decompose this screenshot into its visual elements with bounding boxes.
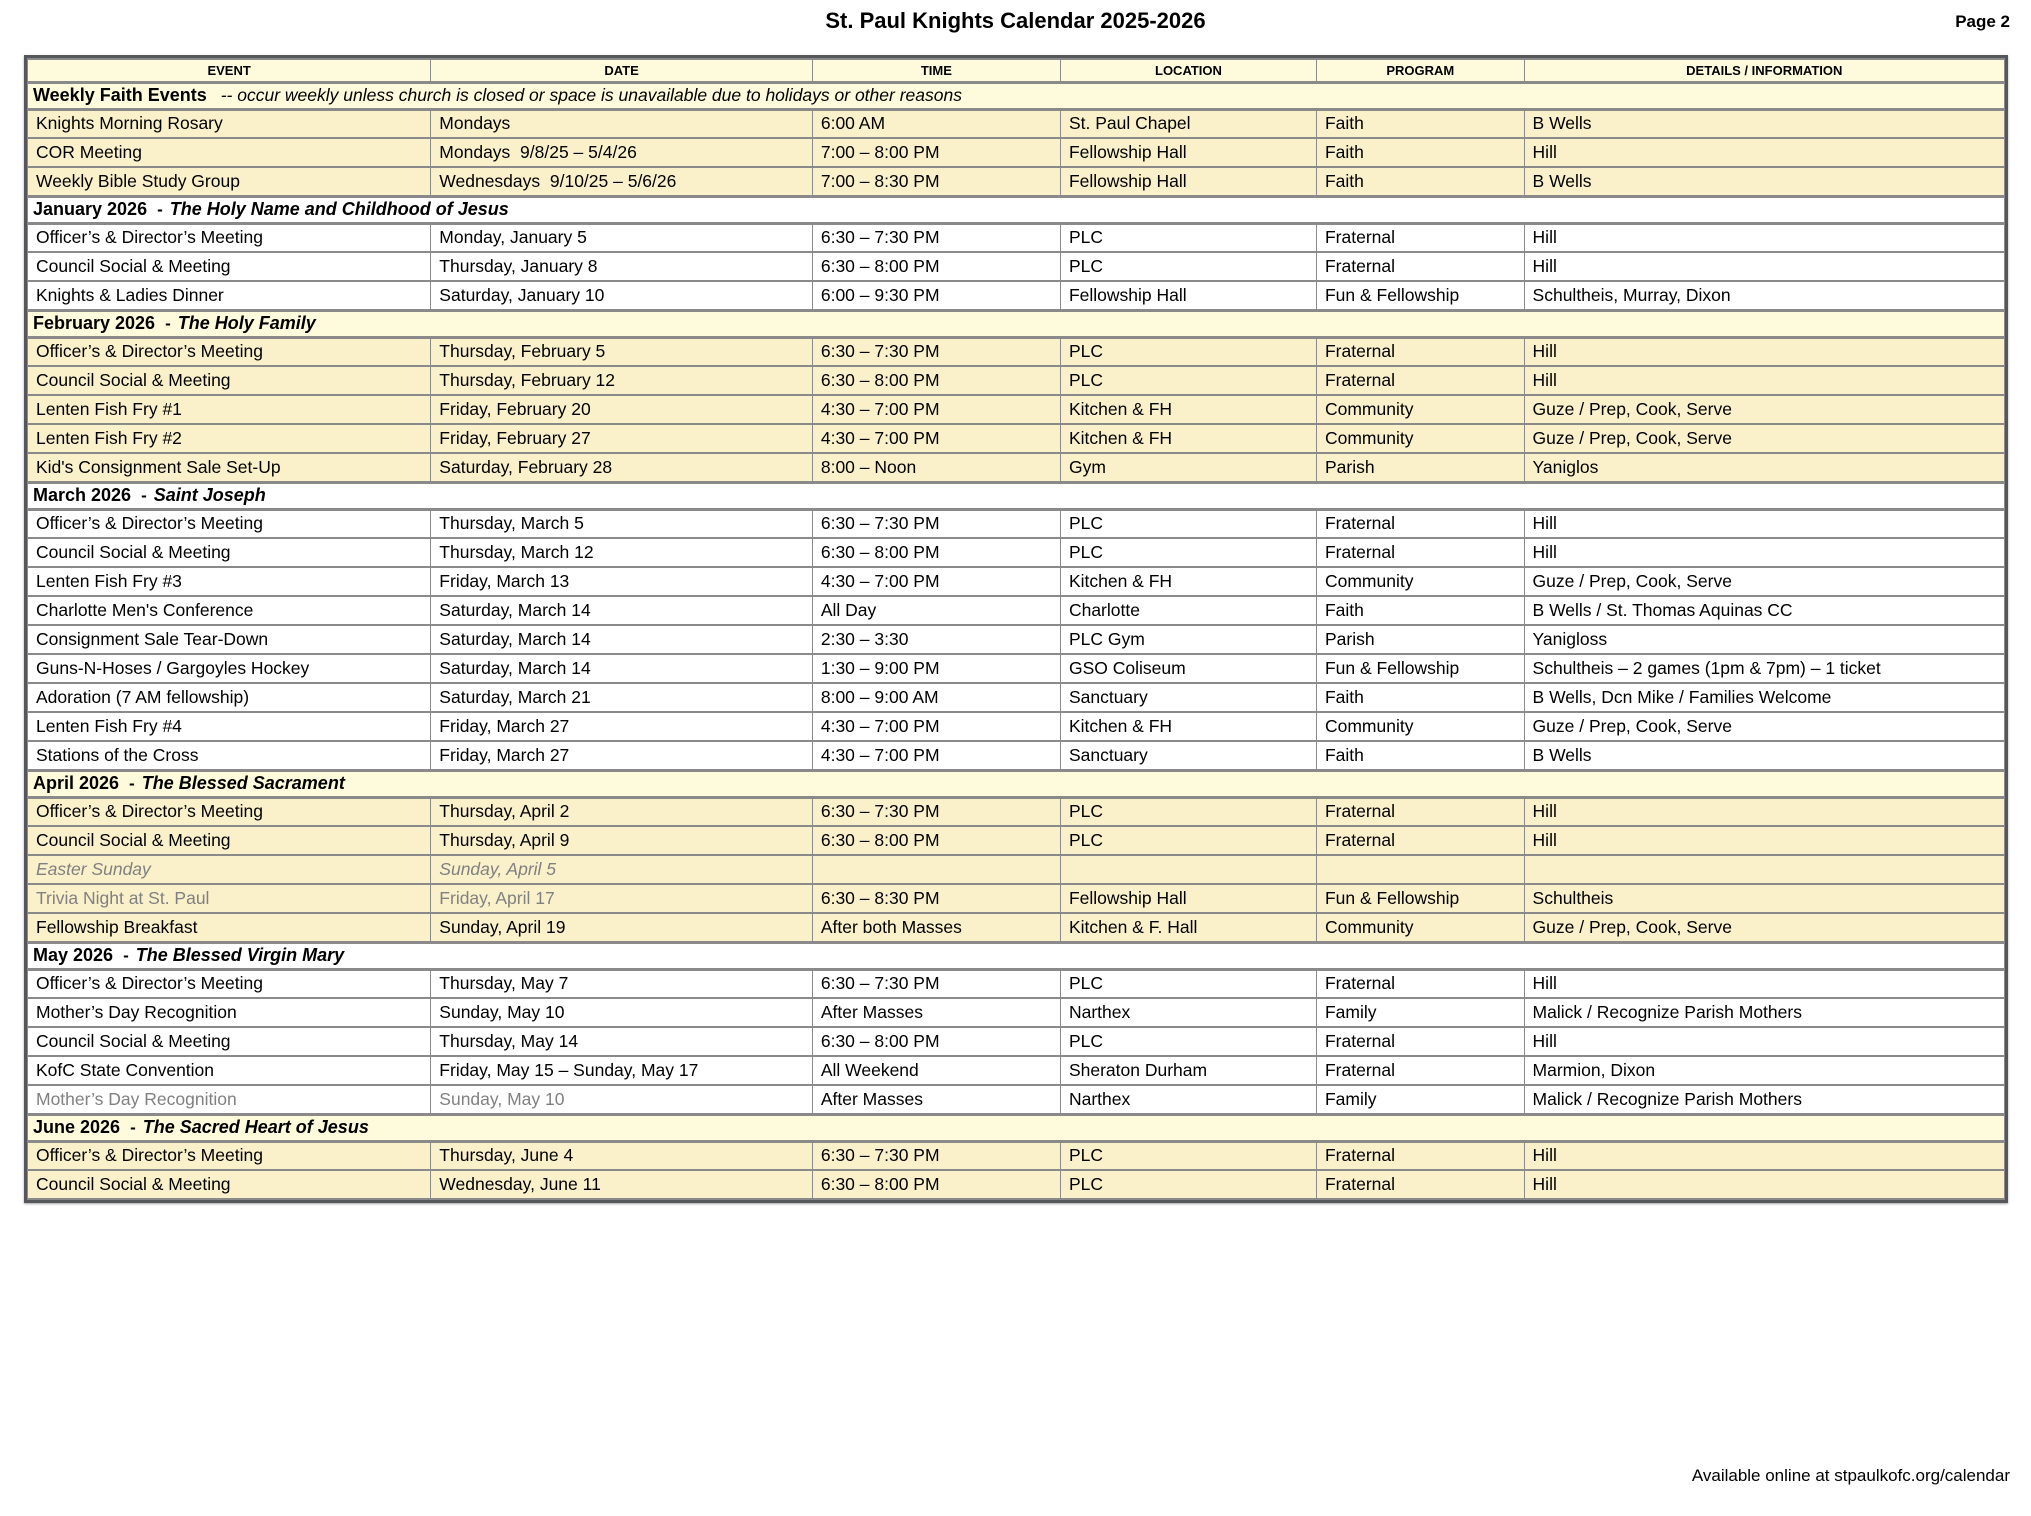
section-header <box>28 1114 2005 1141</box>
cell: Consignment Sale Tear-Down <box>28 625 431 654</box>
cell: 6:30 – 8:00 PM <box>812 1027 1060 1056</box>
cell: 2:30 – 3:30 <box>812 625 1060 654</box>
section-separator: - <box>130 1118 136 1137</box>
cell: Thursday, March 12 <box>431 538 813 567</box>
cell: Hill <box>1524 366 2004 395</box>
cell: Gym <box>1060 453 1316 482</box>
cell: PLC <box>1060 826 1316 855</box>
table-row <box>28 596 2005 625</box>
table-row <box>28 167 2005 196</box>
table-row <box>28 969 2005 998</box>
column-header: LOCATION <box>1060 59 1316 82</box>
table-row <box>28 252 2005 281</box>
table-row <box>28 826 2005 855</box>
cell: GSO Coliseum <box>1060 654 1316 683</box>
section-separator: - <box>123 946 129 965</box>
cell: 8:00 – Noon <box>812 453 1060 482</box>
cell: Saturday, March 21 <box>431 683 813 712</box>
table-row <box>28 913 2005 942</box>
section-theme: The Holy Name and Childhood of Jesus <box>169 199 509 219</box>
cell: Hill <box>1524 538 2004 567</box>
cell <box>812 855 1060 884</box>
section-header-row <box>28 770 2005 797</box>
cell: Thursday, January 8 <box>431 252 813 281</box>
cell: 6:30 – 7:30 PM <box>812 797 1060 826</box>
cell: Parish <box>1316 453 1524 482</box>
cell: Family <box>1316 998 1524 1027</box>
cell: Sunday, April 5 <box>431 855 813 884</box>
table-row <box>28 395 2005 424</box>
cell: Mother’s Day Recognition <box>28 1085 431 1114</box>
cell: Faith <box>1316 596 1524 625</box>
cell: 4:30 – 7:00 PM <box>812 395 1060 424</box>
cell: B Wells / St. Thomas Aquinas CC <box>1524 596 2004 625</box>
cell: 7:00 – 8:00 PM <box>812 138 1060 167</box>
section-label: February 2026 <box>33 313 156 333</box>
cell: Kitchen & FH <box>1060 712 1316 741</box>
cell: Yanigloss <box>1524 625 2004 654</box>
cell: Kitchen & FH <box>1060 395 1316 424</box>
table-row <box>28 712 2005 741</box>
cell: Guze / Prep, Cook, Serve <box>1524 712 2004 741</box>
cell: Friday, May 15 – Sunday, May 17 <box>431 1056 813 1085</box>
table-row <box>28 424 2005 453</box>
cell: Weekly Bible Study Group <box>28 167 431 196</box>
cell: Fraternal <box>1316 969 1524 998</box>
section-header-row <box>28 482 2005 509</box>
online-availability-note: Available online at stpaulkofc.org/calendar <box>1691 1466 2010 1485</box>
cell: Guns-N-Hoses / Gargoyles Hockey <box>28 654 431 683</box>
cell: Hill <box>1524 1141 2004 1170</box>
cell: Faith <box>1316 683 1524 712</box>
table-row <box>28 337 2005 366</box>
cell: Council Social & Meeting <box>28 366 431 395</box>
cell: Fraternal <box>1316 366 1524 395</box>
table-row <box>28 1141 2005 1170</box>
cell: Kid's Consignment Sale Set-Up <box>28 453 431 482</box>
cell: 4:30 – 7:00 PM <box>812 741 1060 770</box>
cell: Fellowship Hall <box>1060 167 1316 196</box>
table-row <box>28 366 2005 395</box>
calendar-table-frame <box>24 55 2008 1203</box>
cell: KofC State Convention <box>28 1056 431 1085</box>
cell: Sanctuary <box>1060 683 1316 712</box>
cell: 4:30 – 7:00 PM <box>812 567 1060 596</box>
cell: Council Social & Meeting <box>28 1170 431 1199</box>
page-title: St. Paul Knights Calendar 2025-2026 <box>825 8 1206 33</box>
cell: Lenten Fish Fry #2 <box>28 424 431 453</box>
table-row <box>28 855 2005 884</box>
section-theme: The Holy Family <box>177 313 316 333</box>
title-bar <box>0 6 2031 46</box>
table-row <box>28 741 2005 770</box>
cell: Fraternal <box>1316 1056 1524 1085</box>
cell: Thursday, February 5 <box>431 337 813 366</box>
cell <box>1060 855 1316 884</box>
cell: Thursday, April 9 <box>431 826 813 855</box>
cell: Sheraton Durham <box>1060 1056 1316 1085</box>
section-theme: The Sacred Heart of Jesus <box>142 1117 369 1137</box>
cell: Hill <box>1524 138 2004 167</box>
table-row <box>28 538 2005 567</box>
table-row <box>28 625 2005 654</box>
table-row <box>28 567 2005 596</box>
cell: Family <box>1316 1085 1524 1114</box>
cell: 6:30 – 8:00 PM <box>812 366 1060 395</box>
cell: Malick / Recognize Parish Mothers <box>1524 998 2004 1027</box>
table-body <box>28 82 2005 1199</box>
cell: Fraternal <box>1316 252 1524 281</box>
section-header <box>28 942 2005 969</box>
section-header-row <box>28 310 2005 337</box>
cell: PLC Gym <box>1060 625 1316 654</box>
section-header-row <box>28 196 2005 223</box>
cell: Fraternal <box>1316 337 1524 366</box>
cell: Trivia Night at St. Paul <box>28 884 431 913</box>
cell: 6:30 – 7:30 PM <box>812 969 1060 998</box>
section-header <box>28 82 2005 109</box>
cell: Friday, April 17 <box>431 884 813 913</box>
cell: Officer’s & Director’s Meeting <box>28 797 431 826</box>
cell: Knights & Ladies Dinner <box>28 281 431 310</box>
cell: Kitchen & FH <box>1060 424 1316 453</box>
cell: All Weekend <box>812 1056 1060 1085</box>
section-label: March 2026 <box>33 485 132 505</box>
section-label: Weekly Faith Events <box>33 85 207 105</box>
column-header: PROGRAM <box>1316 59 1524 82</box>
cell: Charlotte <box>1060 596 1316 625</box>
cell: Fun & Fellowship <box>1316 281 1524 310</box>
cell: Kitchen & FH <box>1060 567 1316 596</box>
cell: B Wells, Dcn Mike / Families Welcome <box>1524 683 2004 712</box>
calendar-table <box>27 58 2005 1200</box>
table-row <box>28 223 2005 252</box>
section-header-row <box>28 82 2005 109</box>
cell: Faith <box>1316 741 1524 770</box>
cell: Saturday, February 28 <box>431 453 813 482</box>
cell: 6:30 – 7:30 PM <box>812 509 1060 538</box>
cell: Community <box>1316 424 1524 453</box>
cell: Parish <box>1316 625 1524 654</box>
cell: Faith <box>1316 167 1524 196</box>
cell: Lenten Fish Fry #3 <box>28 567 431 596</box>
cell: Fraternal <box>1316 223 1524 252</box>
column-header: DATE <box>431 59 813 82</box>
cell: Thursday, May 14 <box>431 1027 813 1056</box>
cell: Stations of the Cross <box>28 741 431 770</box>
section-theme: The Blessed Virgin Mary <box>135 945 345 965</box>
cell: Fellowship Hall <box>1060 281 1316 310</box>
cell: Fellowship Hall <box>1060 138 1316 167</box>
cell: Mondays <box>431 109 813 138</box>
cell: Saturday, March 14 <box>431 654 813 683</box>
cell: Hill <box>1524 1027 2004 1056</box>
cell: 4:30 – 7:00 PM <box>812 424 1060 453</box>
section-separator: - <box>129 774 135 793</box>
cell: 6:00 AM <box>812 109 1060 138</box>
cell: 6:30 – 7:30 PM <box>812 223 1060 252</box>
cell: Hill <box>1524 826 2004 855</box>
cell: Mother’s Day Recognition <box>28 998 431 1027</box>
cell: Marmion, Dixon <box>1524 1056 2004 1085</box>
cell: Fraternal <box>1316 797 1524 826</box>
table-row <box>28 281 2005 310</box>
cell: 6:30 – 8:00 PM <box>812 1170 1060 1199</box>
section-header-row <box>28 942 2005 969</box>
cell: Fun & Fellowship <box>1316 654 1524 683</box>
cell: Wednesday, June 11 <box>431 1170 813 1199</box>
cell: Council Social & Meeting <box>28 826 431 855</box>
cell: Guze / Prep, Cook, Serve <box>1524 424 2004 453</box>
cell: 6:30 – 8:00 PM <box>812 252 1060 281</box>
cell: Hill <box>1524 252 2004 281</box>
cell: 6:30 – 8:30 PM <box>812 884 1060 913</box>
cell: Mondays 9/8/25 – 5/4/26 <box>431 138 813 167</box>
cell: Malick / Recognize Parish Mothers <box>1524 1085 2004 1114</box>
cell: Easter Sunday <box>28 855 431 884</box>
table-row <box>28 654 2005 683</box>
table-row <box>28 683 2005 712</box>
cell: PLC <box>1060 969 1316 998</box>
section-label: January 2026 <box>33 199 148 219</box>
cell: Thursday, April 2 <box>431 797 813 826</box>
section-separator: - <box>157 200 163 219</box>
cell: Kitchen & F. Hall <box>1060 913 1316 942</box>
column-header: EVENT <box>28 59 431 82</box>
cell: B Wells <box>1524 741 2004 770</box>
cell: Officer’s & Director’s Meeting <box>28 1141 431 1170</box>
table-row <box>28 1027 2005 1056</box>
cell: Friday, February 20 <box>431 395 813 424</box>
cell: Guze / Prep, Cook, Serve <box>1524 913 2004 942</box>
cell: Schultheis <box>1524 884 2004 913</box>
section-label: April 2026 <box>33 773 120 793</box>
cell: Thursday, June 4 <box>431 1141 813 1170</box>
cell: PLC <box>1060 252 1316 281</box>
cell: Wednesdays 9/10/25 – 5/6/26 <box>431 167 813 196</box>
cell: 6:30 – 7:30 PM <box>812 337 1060 366</box>
cell: Lenten Fish Fry #1 <box>28 395 431 424</box>
cell: Thursday, February 12 <box>431 366 813 395</box>
cell: Community <box>1316 913 1524 942</box>
cell: Fraternal <box>1316 1027 1524 1056</box>
section-separator: - <box>165 314 171 333</box>
cell: St. Paul Chapel <box>1060 109 1316 138</box>
cell <box>1316 855 1524 884</box>
cell: Yaniglos <box>1524 453 2004 482</box>
table-row <box>28 138 2005 167</box>
table-row <box>28 998 2005 1027</box>
cell: PLC <box>1060 1141 1316 1170</box>
cell: 6:30 – 8:00 PM <box>812 826 1060 855</box>
cell: All Day <box>812 596 1060 625</box>
cell: Officer’s & Director’s Meeting <box>28 969 431 998</box>
cell: Fraternal <box>1316 826 1524 855</box>
cell: 6:30 – 7:30 PM <box>812 1141 1060 1170</box>
cell: Fellowship Breakfast <box>28 913 431 942</box>
cell: Friday, March 27 <box>431 741 813 770</box>
cell: Friday, March 13 <box>431 567 813 596</box>
table-header <box>28 59 2005 82</box>
cell: 7:00 – 8:30 PM <box>812 167 1060 196</box>
cell: Fraternal <box>1316 1170 1524 1199</box>
cell: After Masses <box>812 1085 1060 1114</box>
cell: Guze / Prep, Cook, Serve <box>1524 395 2004 424</box>
cell: 6:00 – 9:30 PM <box>812 281 1060 310</box>
table-row <box>28 797 2005 826</box>
cell: 4:30 – 7:00 PM <box>812 712 1060 741</box>
section-label: May 2026 <box>33 945 114 965</box>
cell: Thursday, May 7 <box>431 969 813 998</box>
cell: Officer’s & Director’s Meeting <box>28 337 431 366</box>
table-row <box>28 509 2005 538</box>
section-header <box>28 482 2005 509</box>
cell: Schultheis, Murray, Dixon <box>1524 281 2004 310</box>
cell: Officer’s & Director’s Meeting <box>28 509 431 538</box>
cell: 6:30 – 8:00 PM <box>812 538 1060 567</box>
column-header: DETAILS / INFORMATION <box>1524 59 2004 82</box>
cell: PLC <box>1060 509 1316 538</box>
section-header-row <box>28 1114 2005 1141</box>
cell: Sunday, April 19 <box>431 913 813 942</box>
cell: Lenten Fish Fry #4 <box>28 712 431 741</box>
cell: Hill <box>1524 223 2004 252</box>
cell: 1:30 – 9:00 PM <box>812 654 1060 683</box>
section-theme: Saint Joseph <box>153 485 266 505</box>
cell: Community <box>1316 395 1524 424</box>
cell: Sanctuary <box>1060 741 1316 770</box>
cell: PLC <box>1060 223 1316 252</box>
page-number: Page 2 <box>1955 12 2010 31</box>
cell: PLC <box>1060 337 1316 366</box>
cell: PLC <box>1060 1170 1316 1199</box>
section-header <box>28 196 2005 223</box>
cell: Sunday, May 10 <box>431 1085 813 1114</box>
cell: B Wells <box>1524 167 2004 196</box>
cell: B Wells <box>1524 109 2004 138</box>
cell: PLC <box>1060 366 1316 395</box>
cell: Friday, March 27 <box>431 712 813 741</box>
cell: Council Social & Meeting <box>28 252 431 281</box>
cell: Hill <box>1524 797 2004 826</box>
cell: Adoration (7 AM fellowship) <box>28 683 431 712</box>
cell: Saturday, March 14 <box>431 596 813 625</box>
cell: PLC <box>1060 538 1316 567</box>
table-row <box>28 1085 2005 1114</box>
cell: Narthex <box>1060 1085 1316 1114</box>
cell: Council Social & Meeting <box>28 1027 431 1056</box>
cell: Community <box>1316 712 1524 741</box>
section-header <box>28 770 2005 797</box>
cell: Saturday, January 10 <box>431 281 813 310</box>
table-row <box>28 1056 2005 1085</box>
cell: Hill <box>1524 337 2004 366</box>
table-row <box>28 453 2005 482</box>
section-label: June 2026 <box>33 1117 121 1137</box>
table-row <box>28 1170 2005 1199</box>
cell: Fraternal <box>1316 538 1524 567</box>
section-header <box>28 310 2005 337</box>
cell: Charlotte Men's Conference <box>28 596 431 625</box>
cell: Fun & Fellowship <box>1316 884 1524 913</box>
cell: Saturday, March 14 <box>431 625 813 654</box>
cell <box>1524 855 2004 884</box>
cell: COR Meeting <box>28 138 431 167</box>
cell: PLC <box>1060 797 1316 826</box>
cell: Hill <box>1524 1170 2004 1199</box>
cell: Fraternal <box>1316 509 1524 538</box>
cell: Guze / Prep, Cook, Serve <box>1524 567 2004 596</box>
section-theme: The Blessed Sacrament <box>141 773 345 793</box>
cell: 8:00 – 9:00 AM <box>812 683 1060 712</box>
section-separator: - <box>141 486 147 505</box>
cell: After both Masses <box>812 913 1060 942</box>
cell: Officer’s & Director’s Meeting <box>28 223 431 252</box>
table-row <box>28 884 2005 913</box>
cell: Friday, February 27 <box>431 424 813 453</box>
cell: Narthex <box>1060 998 1316 1027</box>
cell: Sunday, May 10 <box>431 998 813 1027</box>
table-row <box>28 109 2005 138</box>
cell: Faith <box>1316 109 1524 138</box>
cell: Schultheis – 2 games (1pm & 7pm) – 1 ticket <box>1524 654 2004 683</box>
cell: Monday, January 5 <box>431 223 813 252</box>
cell: Hill <box>1524 509 2004 538</box>
cell: Council Social & Meeting <box>28 538 431 567</box>
cell: PLC <box>1060 1027 1316 1056</box>
cell: Hill <box>1524 969 2004 998</box>
cell: Faith <box>1316 138 1524 167</box>
cell: Knights Morning Rosary <box>28 109 431 138</box>
cell: Community <box>1316 567 1524 596</box>
cell: Fellowship Hall <box>1060 884 1316 913</box>
cell: Thursday, March 5 <box>431 509 813 538</box>
cell: After Masses <box>812 998 1060 1027</box>
section-note: -- occur weekly unless church is closed or space is unavailable due to holidays or other reasons <box>220 85 962 105</box>
cell: Fraternal <box>1316 1141 1524 1170</box>
column-header: TIME <box>812 59 1060 82</box>
